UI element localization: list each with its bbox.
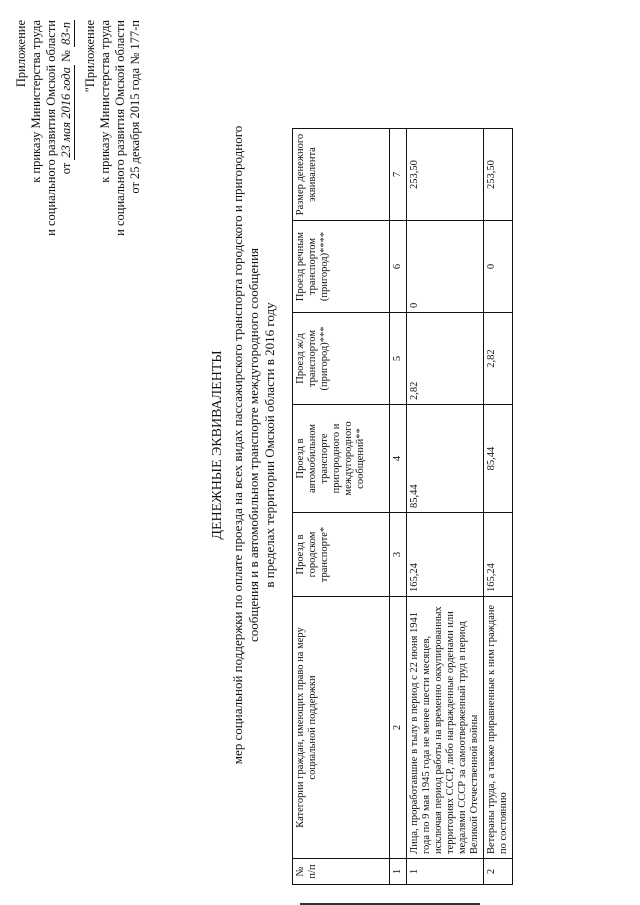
table-row: [407, 129, 484, 885]
col-header: Проезд речным транспортом (пригород)****: [293, 221, 390, 313]
cell-total: 253,50: [407, 129, 484, 221]
cell-river: 0: [484, 221, 513, 313]
col-header: Категории граждан, имеющих право на меру социальной поддержки: [293, 597, 390, 859]
row-number: 2: [484, 859, 513, 885]
document-title: ДЕНЕЖНЫЕ ЭКВИВАЛЕНТЫ: [210, 350, 225, 540]
appendix-order-line: [59, 20, 75, 390]
appendix-line: Приложение: [14, 20, 28, 88]
order-prefix: от: [59, 162, 73, 175]
col-header: № п/п: [293, 859, 390, 885]
handwritten-date: 23 мая 2016 года: [59, 67, 73, 158]
col-number: 4: [390, 405, 407, 513]
appendix-line: от 25 декабря 2015 года № 177-п: [128, 20, 142, 194]
col-number: 2: [390, 597, 407, 859]
row-category: Лица, проработавшие в тылу в период с 22 июня 1941 года по 9 мая 1945 года не менее шести месяцев, исключая период работы на временно оккупированных территориях СССР, либо награжденные орденами или медалями СССР за самоотверженный труд в период Великой Отечественной войны: [407, 597, 484, 859]
row-category: Ветераны труда, а также приравненные к ним граждане по состоянию: [484, 597, 513, 859]
col-number: 3: [390, 513, 407, 597]
document-heading: [210, 115, 278, 775]
cell-rail: 2,82: [484, 313, 513, 405]
cell-rail: 2,82: [407, 313, 484, 405]
heading-line: в пределах территории Омской области в 2016 году: [262, 302, 277, 588]
heading-line: мер социальной поддержки по оплате проезда на всех видах пассажирского транспорта городского и пригородного: [230, 125, 245, 765]
table-header-row: [293, 129, 390, 885]
cell-city: 165,24: [484, 513, 513, 597]
col-number: 5: [390, 313, 407, 405]
col-header: Проезд ж/д транспортом (пригород)***: [293, 313, 390, 405]
col-number: 7: [390, 129, 407, 221]
appendix-line: и социального развития Омской области: [44, 20, 58, 236]
appendix-block: [14, 20, 143, 390]
handwritten-number: 83-п: [59, 22, 73, 45]
order-number-sign: №: [59, 50, 73, 62]
heading-line: сообщения и в автомобильном транспорте междугородного сообщения: [246, 247, 261, 643]
cell-river: 0: [407, 221, 484, 313]
col-header: Проезд в городском транспорте*: [293, 513, 390, 597]
equivalents-table: [292, 128, 513, 885]
col-header: Проезд в автомобильном транспорте пригородного и междугородного сообщений**: [293, 405, 390, 513]
col-header: Размер денежного эквивалента: [293, 129, 390, 221]
cell-total: 253,50: [484, 129, 513, 221]
appendix-line: к приказу Министерства труда: [29, 20, 43, 183]
column-number-row: [390, 129, 407, 885]
appendix-line: к приказу Министерства труда: [98, 20, 112, 183]
col-number: 6: [390, 221, 407, 313]
cell-auto: 85,44: [407, 405, 484, 513]
col-number: 1: [390, 859, 407, 885]
table-row: [484, 129, 513, 885]
appendix-line: "Приложение: [83, 20, 97, 93]
cell-city: 165,24: [407, 513, 484, 597]
appendix-line: и социального развития Омской области: [113, 20, 127, 236]
cell-auto: 85,44: [484, 405, 513, 513]
row-number: 1: [407, 859, 484, 885]
